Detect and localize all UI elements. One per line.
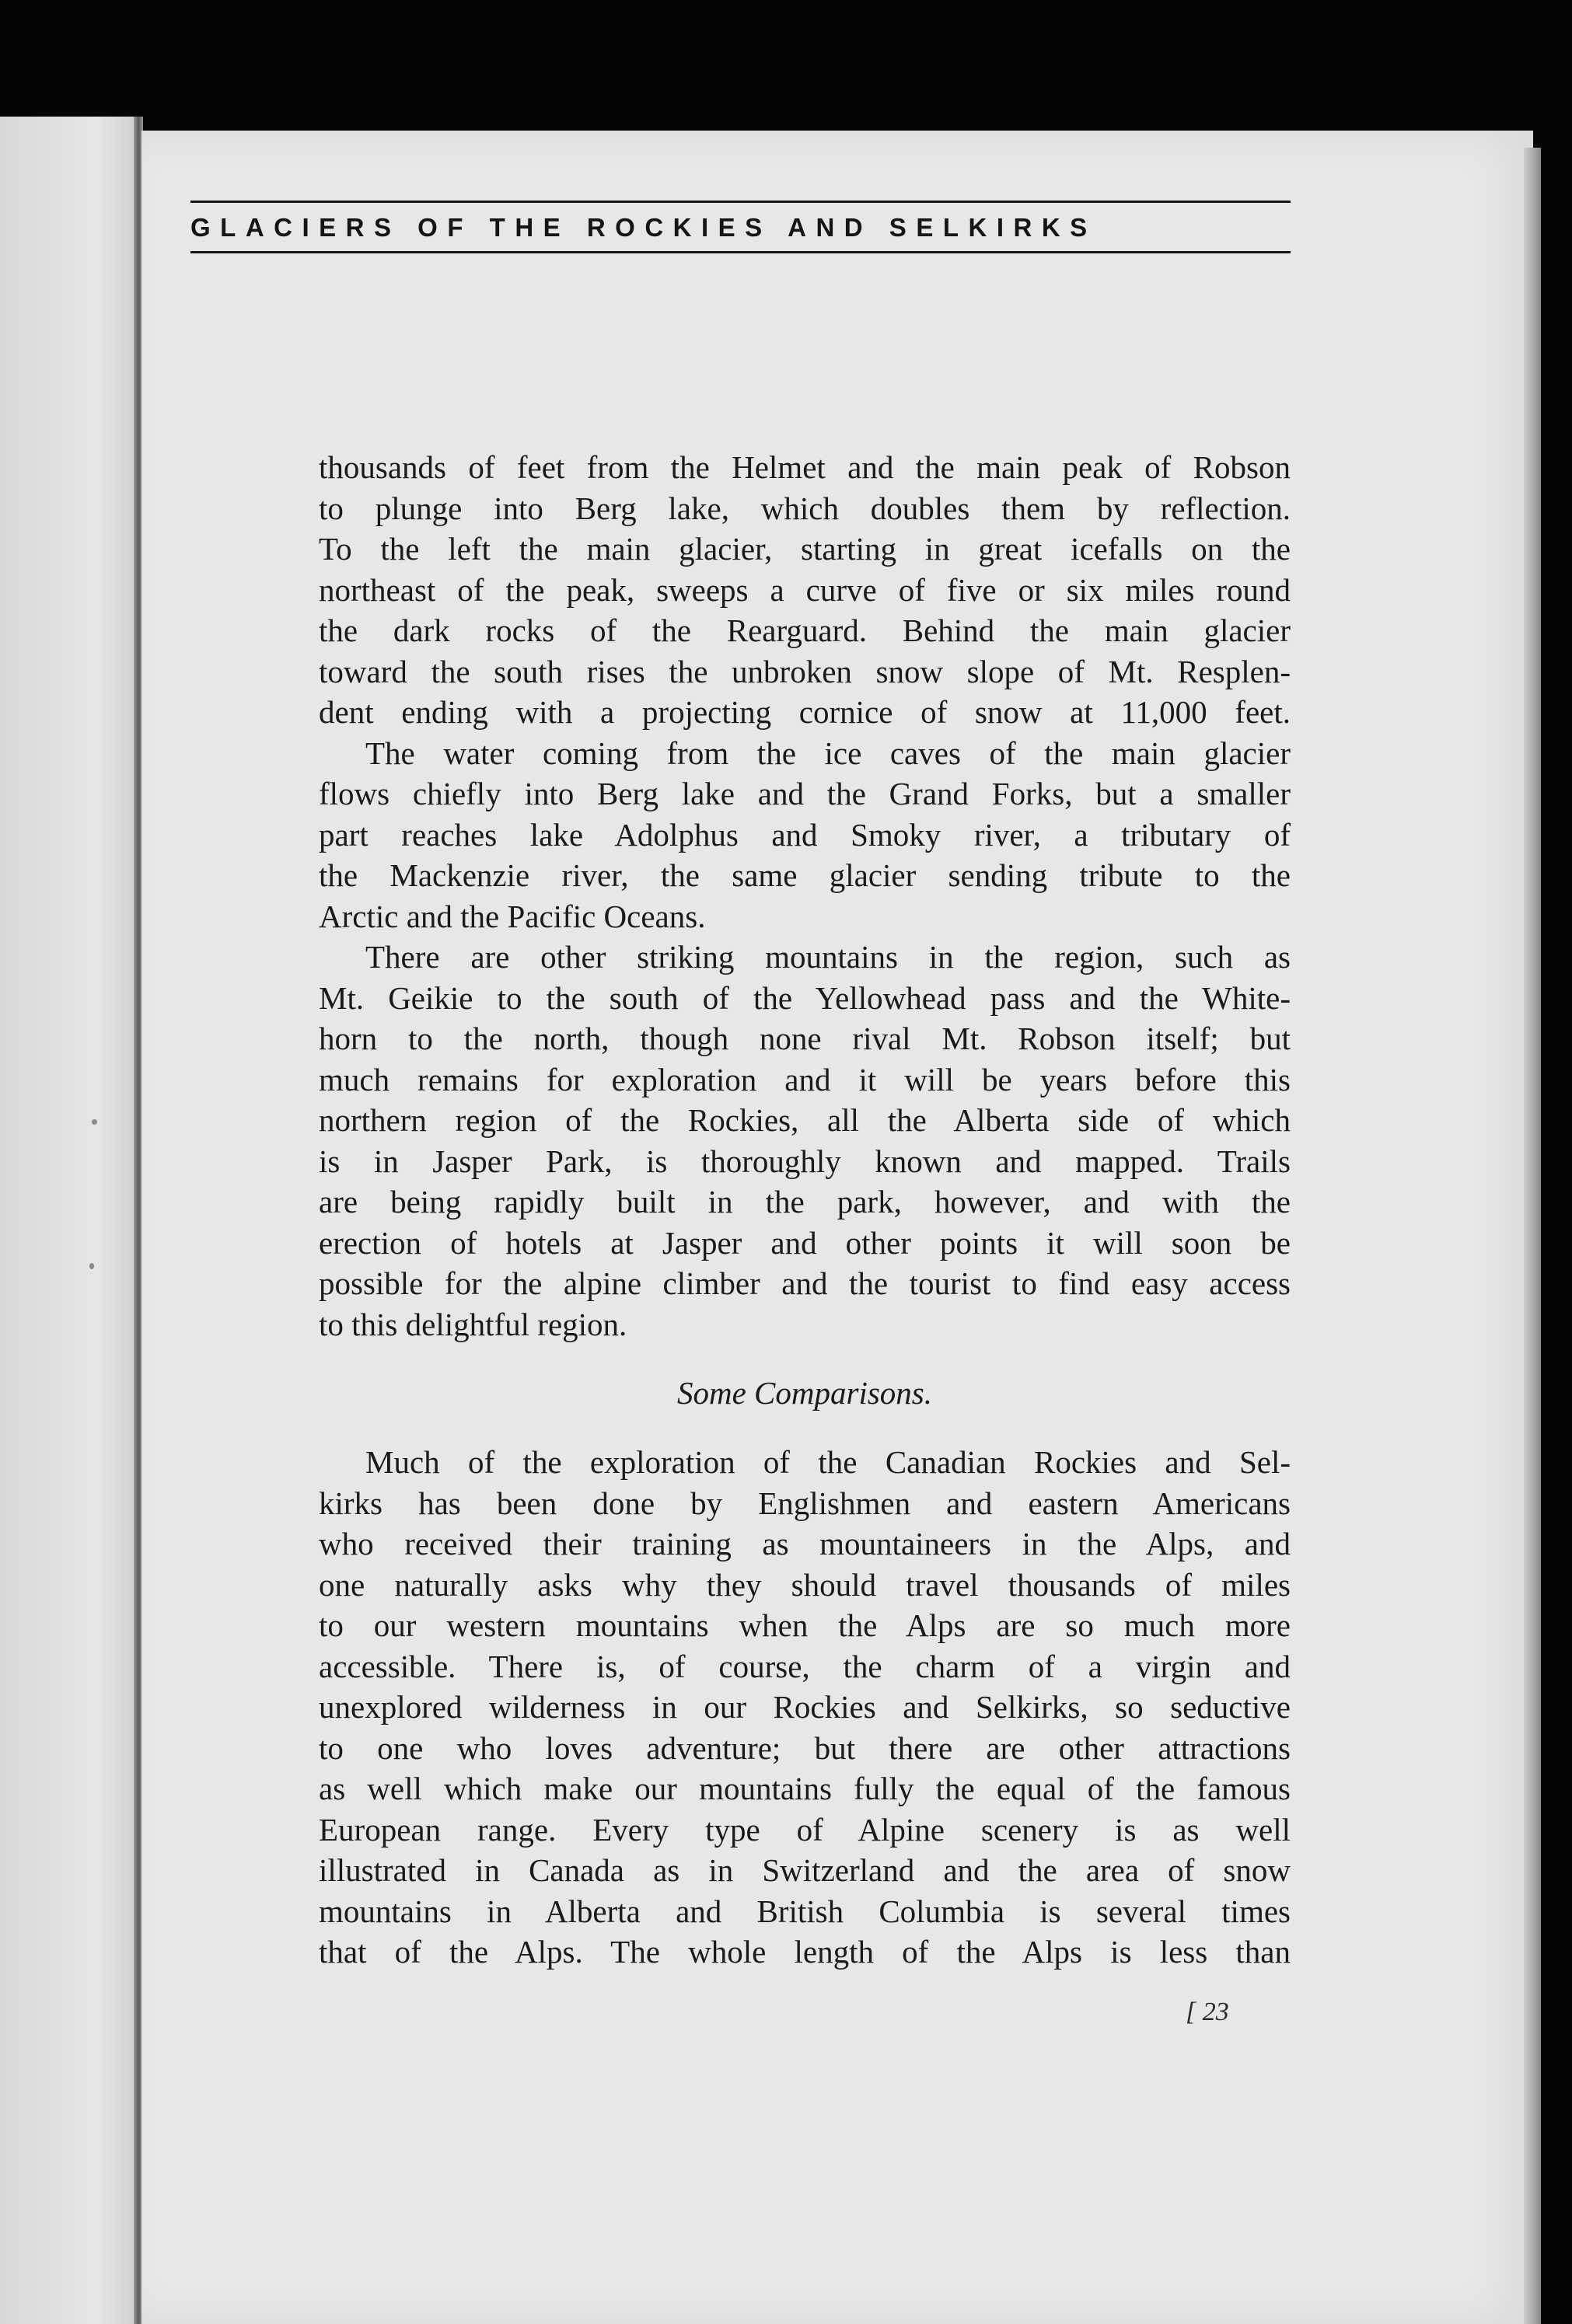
- text-line: much remains for exploration and it will be years before this: [319, 1061, 1291, 1097]
- dust-speck: [89, 1263, 94, 1269]
- text-line: erection of hotels at Jasper and other points it will soon be: [319, 1224, 1291, 1261]
- text-line: possible for the alpine climber and the tourist to find easy access: [319, 1265, 1291, 1301]
- text-line: There are other striking mountains in the region, such as: [365, 939, 1291, 975]
- text-line: toward the south rises the unbroken snow slope of Mt. Resplen-: [319, 653, 1291, 689]
- text-line: Arctic and the Pacific Oceans.: [319, 898, 706, 934]
- text-line: to this delightful region.: [319, 1306, 627, 1342]
- text-line: unexplored wilderness in our Rockies and Selkirks, so seductive: [319, 1689, 1291, 1725]
- paragraph: [319, 937, 1291, 1345]
- page-fore-edge: [1524, 148, 1541, 2324]
- header-rule-top: [190, 201, 1291, 203]
- text-line: horn to the north, though none rival Mt. Robson itself; but: [319, 1021, 1291, 1056]
- text-line: dent ending with a projecting cornice of snow at 11,000 feet.: [319, 694, 1291, 730]
- text-line: illustrated in Canada as in Switzerland and the area of snow: [319, 1852, 1291, 1888]
- text-line: flows chiefly into Berg lake and the Grand Forks, but a smaller: [319, 776, 1291, 811]
- text-line: Mt. Geikie to the south of the Yellowhead pass and the White-: [319, 979, 1291, 1016]
- text-line: is in Jasper Park, is thoroughly known and mapped. Trails: [319, 1143, 1291, 1179]
- text-line: that of the Alps. The whole length of the Alps is less than: [319, 1934, 1291, 1970]
- paragraph: [319, 447, 1291, 733]
- page-number: [ 23: [1186, 1998, 1229, 2026]
- section-heading: Some Comparisons.: [676, 1375, 933, 1411]
- text-line: The water coming from the ice caves of the main glacier: [365, 735, 1291, 771]
- text-line: are being rapidly built in the park, however, and with the: [319, 1184, 1291, 1220]
- text-line: to one who loves adventure; but there are other attractions: [319, 1729, 1291, 1766]
- text-line: as well which make our mountains fully the equal of the famous: [319, 1771, 1291, 1806]
- text-line: the dark rocks of the Rearguard. Behind the main glacier: [319, 612, 1291, 648]
- text-line: northeast of the peak, sweeps a curve of five or six miles round: [319, 571, 1291, 608]
- body-text-lower: [319, 1442, 1291, 1973]
- text-line: to our western mountains when the Alps are so much more: [319, 1607, 1291, 1643]
- text-line: thousands of feet from the Helmet and the main peak of Robson: [319, 449, 1291, 485]
- text-line: northern region of the Rockies, all the Alberta side of which: [319, 1102, 1291, 1138]
- paragraph: [319, 1442, 1291, 1973]
- text-line: who received their training as mountaineers in the Alps, and: [319, 1526, 1291, 1562]
- text-line: to plunge into Berg lake, which doubles them by reflection.: [319, 490, 1291, 526]
- running-header: [190, 201, 1291, 253]
- text-line: kirks has been done by Englishmen and eastern Americans: [319, 1485, 1291, 1521]
- text-line: the Mackenzie river, the same glacier sending tribute to the: [319, 857, 1291, 893]
- text-line: To the left the main glacier, starting in great icefalls on the: [319, 531, 1291, 567]
- text-line: Much of the exploration of the Canadian Rockies and Sel-: [365, 1444, 1291, 1480]
- body-text-upper: [319, 447, 1291, 1345]
- dust-speck: [92, 1119, 97, 1125]
- text-line: European range. Every type of Alpine scenery is as well: [319, 1811, 1291, 1848]
- text-line: mountains in Alberta and British Columbia is several times: [319, 1893, 1291, 1929]
- facing-page-edge: [0, 117, 138, 2324]
- text-line: accessible. There is, of course, the charm of a virgin and: [319, 1648, 1291, 1684]
- running-title: GLACIERS OF THE ROCKIES AND SELKIRKS: [190, 213, 1097, 242]
- text-line: one naturally asks why they should travel thousands of miles: [319, 1566, 1291, 1603]
- header-rule-bottom: [190, 251, 1291, 253]
- paragraph: [319, 733, 1291, 937]
- text-line: part reaches lake Adolphus and Smoky river, a tributary of: [319, 816, 1291, 853]
